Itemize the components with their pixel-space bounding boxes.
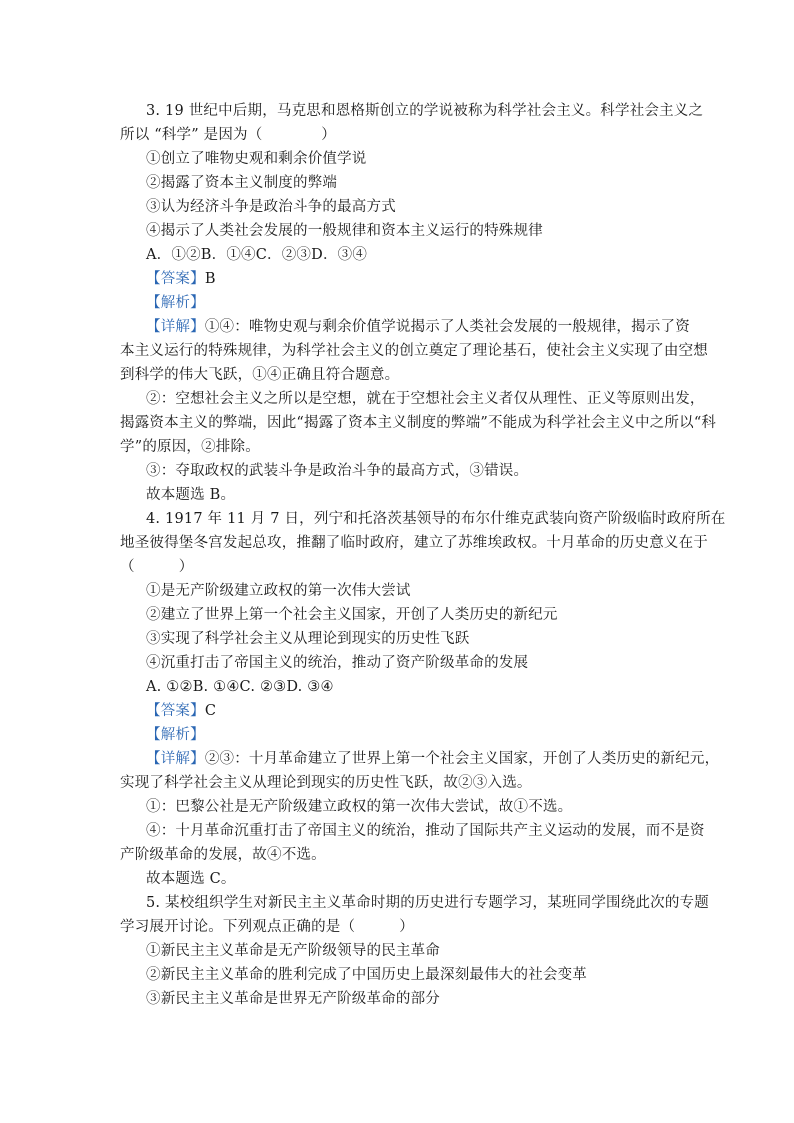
q3-conclusion: 故本题选 B。: [146, 487, 236, 503]
q4-option-4: ④沉重打击了帝国主义的统治，推动了资产阶级革命的发展: [146, 655, 529, 671]
q3-option-3: ③认为经济斗争是政治斗争的最高方式: [146, 199, 396, 215]
q5-stem-line-2: 学习展开讨论。下列观点正确的是（ ）: [120, 919, 414, 935]
q4-detail-line-1: 【详解】②③：十月革命建立了世界上第一个社会主义国家，开创了人类历史的新纪元，: [146, 751, 720, 767]
q3-detail-line-6: 学”的原因，②排除。: [120, 439, 260, 455]
q4-stem-line-1: 4. 1917 年 11 月 7 日，列宁和托洛茨基领导的布尔什维克武装向资产阶级临时政府所在: [146, 511, 726, 527]
q4-detail-line-5: 产阶级革命的发展，故④不选。: [120, 847, 326, 863]
q3-detail-line-3: 到科学的伟大飞跃，①④正确且符合题意。: [120, 367, 400, 383]
q3-stem-line-1: 3. 19 世纪中后期，马克思和恩格斯创立的学说被称为科学社会主义。科学社会主义之: [146, 103, 704, 119]
q4-answer: [146, 701, 216, 721]
q4-detail-label: 【详解】: [146, 751, 205, 767]
q3-detail-line-1: 【详解】①④：唯物史观与剩余价值学说揭示了人类社会发展的一般规律，揭示了资: [146, 319, 690, 335]
q3-detail-line-2: 本主义运行的特殊规律，为科学社会主义的创立奠定了理论基石，使社会主义实现了由空想: [120, 343, 708, 359]
q3-detail-label: 【详解】: [146, 319, 205, 335]
q3-detail-line-7: ③：夺取政权的武装斗争是政治斗争的最高方式，③错误。: [146, 463, 529, 479]
q3-answer-value: B: [204, 271, 216, 287]
q3-answer: [146, 269, 216, 289]
q3-detail-line-4: ②：空想社会主义之所以是空想，就在于空想社会主义者仅从理性、正义等原则出发，: [146, 391, 705, 407]
q3-option-4: ④揭示了人类社会发展的一般规律和资本主义运行的特殊规律: [146, 223, 543, 239]
q3-analysis-label: 【解析】: [146, 295, 205, 311]
q3-option-1: ①创立了唯物史观和剩余价值学说: [146, 151, 367, 167]
q4-answer-label: 【答案】: [146, 703, 205, 719]
q4-stem-line-3: （ ）: [120, 559, 194, 575]
q4-option-1: ①是无产阶级建立政权的第一次伟大尝试: [146, 583, 411, 599]
q5-option-2: ②新民主主义革命的胜利完成了中国历史上最深刻最伟大的社会变革: [146, 967, 587, 983]
q4-detail-line-2: 实现了科学社会主义从理论到现实的历史性飞跃，故②③入选。: [120, 775, 532, 791]
q5-option-1: ①新民主主义革命是无产阶级领导的民主革命: [146, 943, 440, 959]
q4-analysis-label: 【解析】: [146, 727, 205, 743]
q4-answer-value: C: [204, 703, 217, 719]
q3-choices: A．①②B．①④C．②③D．③④: [146, 247, 368, 263]
q3-answer-label: 【答案】: [146, 271, 205, 287]
q4-conclusion: 故本题选 C。: [146, 871, 236, 887]
q3-detail-line-5: 揭露资本主义的弊端，因此“揭露了资本主义制度的弊端”不能成为科学社会主义中之所以“科: [120, 415, 717, 431]
q3-option-2: ②揭露了资本主义制度的弊端: [146, 175, 338, 191]
q4-option-3: ③实现了科学社会主义从理论到现实的历史性飞跃: [146, 631, 470, 647]
q5-option-3: ③新民主主义革命是世界无产阶级革命的部分: [146, 991, 440, 1007]
q4-detail-line-3: ①：巴黎公社是无产阶级建立政权的第一次伟大尝试，故①不选。: [146, 799, 573, 815]
q5-stem-line-1: 5. 某校组织学生对新民主主义革命时期的历史进行专题学习，某班同学围绕此次的专题: [146, 895, 709, 911]
q4-detail-line-4: ④：十月革命沉重打击了帝国主义的统治，推动了国际共产主义运动的发展，而不是资: [146, 823, 705, 839]
q3-stem-line-2: 所以 “科学” 是因为（ ）: [120, 127, 336, 143]
q4-choices: A. ①②B. ①④C. ②③D. ③④: [146, 679, 334, 695]
q4-option-2: ②建立了世界上第一个社会主义国家，开创了人类历史的新纪元: [146, 607, 558, 623]
q4-stem-line-2: 地圣彼得堡冬宫发起总攻，推翻了临时政府，建立了苏维埃政权。十月革命的历史意义在于: [120, 535, 708, 551]
